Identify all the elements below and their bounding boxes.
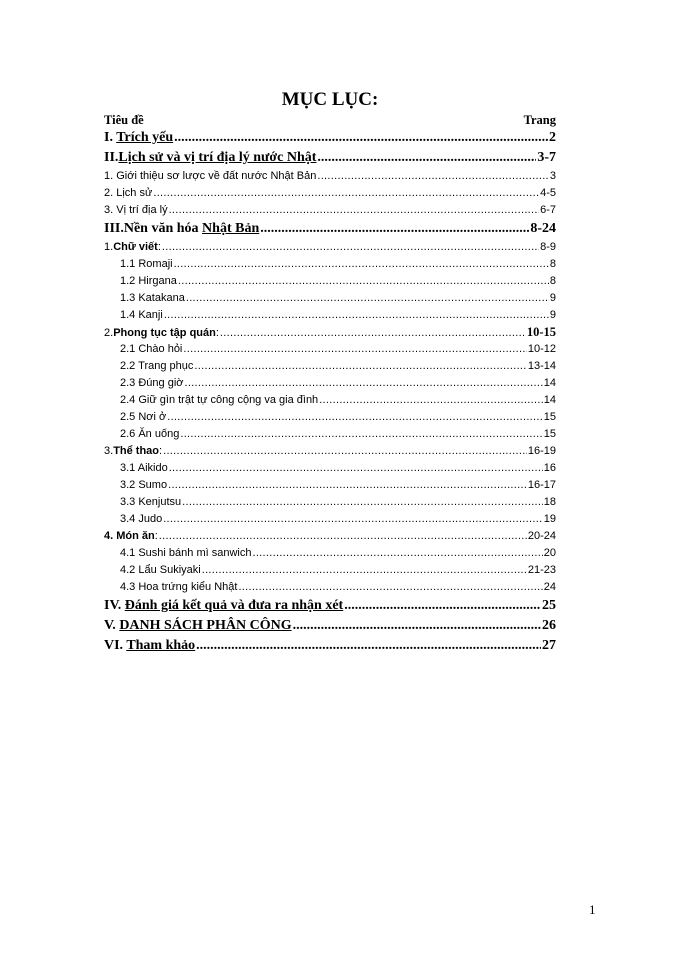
leader-dots (163, 443, 527, 460)
toc-entry-suffix: : (159, 445, 163, 457)
toc-entry-label: 2.1 Chào hỏi (120, 343, 183, 355)
leader-dots (202, 562, 527, 579)
toc-entry-suffix: : (157, 241, 161, 253)
toc-entry-page: 27 (542, 638, 556, 653)
leader-dots (174, 256, 549, 273)
toc-entry-title: Đánh giá kết quả và đưa ra nhận xét (124, 598, 344, 613)
toc-entry-number: IV. (104, 598, 125, 613)
toc-entry-greeting[interactable] (104, 341, 556, 358)
leader-dots (163, 511, 543, 528)
toc-entry-title: Phong tục tập quán (113, 327, 216, 339)
toc-entry-judo[interactable] (104, 511, 556, 528)
toc-entry-page: 20-24 (527, 530, 556, 542)
toc-entry-romaji[interactable] (104, 256, 556, 273)
toc-entry-label: 3.4 Judo (120, 513, 163, 525)
toc-entry-title-underlined: Nhật Bản (202, 221, 260, 236)
toc-entry-page: 8-9 (540, 241, 556, 253)
leader-dots (169, 460, 543, 477)
toc-entry-label: 2.4 Giữ gìn trật tự công cộng va gia đình (120, 394, 319, 406)
leader-dots (319, 392, 543, 409)
toc-entry-label: 2.5 Nơi ở (120, 411, 167, 423)
toc-entry-culture[interactable] (104, 219, 556, 239)
toc-entry-number: III. (104, 221, 124, 236)
toc-entry-references[interactable] (104, 636, 556, 656)
toc-entry-page: 16-17 (527, 479, 556, 491)
column-header-title: Tiêu đề (104, 113, 144, 127)
toc-entry-label: 2.6 Ăn uống (120, 428, 180, 440)
page-number: 1 (589, 902, 596, 917)
toc-entry-page: 18 (543, 496, 556, 508)
column-header-page: Trang (523, 113, 556, 127)
leader-dots (252, 545, 542, 562)
toc-entry-number: VI. (104, 638, 127, 653)
toc-entry-sumo[interactable] (104, 477, 556, 494)
toc-entry-page: 10-15 (526, 325, 556, 339)
leader-dots (317, 148, 536, 168)
toc-entry-label: 1.2 Hirgana (120, 275, 177, 287)
toc-entry-punctuality[interactable] (104, 375, 556, 392)
leader-dots (184, 375, 542, 392)
toc-entry-page: 3-7 (537, 150, 556, 165)
toc-entry-title: Lịch sử và vị trí địa lý nước Nhật (118, 150, 317, 165)
toc-entry-suffix: : (154, 530, 158, 542)
toc-entry-label (104, 596, 343, 616)
toc-entry-sports[interactable] (104, 443, 556, 460)
toc-entry-dining[interactable] (104, 426, 556, 443)
toc-entry-page: 24 (543, 581, 556, 593)
toc-entry-label (104, 219, 259, 239)
toc-entry-title: DANH SÁCH PHÂN CÔNG (119, 618, 292, 633)
leader-dots (194, 358, 526, 375)
toc-entry-geography[interactable] (104, 202, 556, 219)
toc-entry-kanji[interactable] (104, 307, 556, 324)
toc-entry-sushi[interactable] (104, 545, 556, 562)
toc-entry-label: 4.3 Hoa trứng kiểu Nhật (120, 581, 238, 593)
toc-entry-page: 4-5 (540, 187, 556, 199)
toc-entry-page: 10-12 (527, 343, 556, 355)
toc-entry-evaluation[interactable] (104, 596, 556, 616)
toc-entry-page: 16-19 (527, 445, 556, 457)
toc-entry-label (104, 636, 195, 656)
leader-dots (169, 202, 540, 219)
leader-dots (167, 409, 543, 426)
toc-entry-abstract[interactable] (104, 128, 556, 148)
toc-entry-page: 15 (543, 428, 556, 440)
toc-entry-writing[interactable] (104, 239, 556, 256)
toc-entry-page: 13-14 (527, 360, 556, 372)
toc-entry-label (104, 325, 219, 342)
toc-entry-page: 21-23 (527, 564, 556, 576)
leader-dots (159, 528, 527, 545)
toc-entry-number: 3. (104, 445, 114, 457)
toc-entry-label (104, 528, 158, 545)
toc-entry-label: 3.2 Sumo (120, 479, 168, 491)
toc-entry-title: Món ăn (116, 530, 155, 542)
toc-entry-hiragana[interactable] (104, 273, 556, 290)
toc-entry-number: 2. (104, 327, 114, 339)
toc-entry-page: 9 (549, 309, 556, 321)
toc-entry-kenjutsu[interactable] (104, 494, 556, 511)
toc-entry-number: 1. (104, 241, 114, 253)
leader-dots (180, 426, 542, 443)
leader-dots (317, 168, 549, 185)
page-title: MỤC LỤC: (281, 89, 379, 110)
toc-entry-page: 20 (543, 547, 556, 559)
toc-entry-label: 1.3 Katakana (120, 292, 185, 304)
toc-entry-number: I. (104, 130, 117, 145)
toc-entry-costume[interactable] (104, 358, 556, 375)
toc-entry-label: 4.2 Lẩu Sukiyaki (120, 564, 201, 576)
leader-dots (164, 307, 549, 324)
toc-entry-suffix: : (215, 327, 219, 339)
toc-entry-page: 16 (543, 462, 556, 474)
toc-entry-food[interactable] (104, 528, 556, 545)
toc-entry-history-detail[interactable] (104, 185, 556, 202)
toc-entry-housing[interactable] (104, 409, 556, 426)
toc-entry-label (104, 128, 173, 148)
toc-entry-label: 3.1 Aikido (120, 462, 168, 474)
toc-entry-label: 2.3 Đúng giờ (120, 377, 184, 389)
toc-entry-label: 2.2 Trang phục (120, 360, 194, 372)
toc-entry-intro[interactable] (104, 168, 556, 185)
toc-entry-page: 8 (549, 275, 556, 287)
toc-entry-label: 1. Giới thiệu sơ lược về đất nước Nhật Bản (104, 170, 317, 182)
toc-entry-page: 15 (543, 411, 556, 423)
toc-entry-aikido[interactable] (104, 460, 556, 477)
toc-entry-title: Thể thao (113, 445, 160, 457)
toc-entry-label: 3.3 Kenjutsu (120, 496, 182, 508)
toc-entry-sukiyaki[interactable] (104, 562, 556, 579)
column-headers (104, 112, 556, 128)
leader-dots (182, 494, 543, 511)
toc-entry-label: 3. Vị trí địa lý (104, 204, 168, 216)
leader-dots (344, 596, 541, 616)
toc-entry-history[interactable] (104, 148, 556, 168)
toc-entry-number: II. (104, 150, 119, 165)
toc-entry-title: Tham khảo (126, 638, 196, 653)
toc-entry-page: 14 (543, 394, 556, 406)
toc-entry-page: 3 (549, 170, 556, 182)
leader-dots (220, 325, 526, 342)
toc-entry-customs[interactable] (104, 324, 556, 341)
toc-entry-number: V. (104, 618, 120, 633)
toc-entry-title: Nền văn hóa (123, 221, 199, 236)
toc-entry-number: 4. (104, 530, 117, 542)
toc-entry-assignments[interactable] (104, 616, 556, 636)
toc-entry-page: 8 (549, 258, 556, 270)
toc-entry-title: Chữ viết (113, 241, 158, 253)
toc-entry-label (104, 616, 292, 636)
toc-entry-page: 9 (549, 292, 556, 304)
toc-entry-label: 1.4 Kanji (120, 309, 163, 321)
toc-entry-page: 25 (542, 598, 556, 613)
toc-entry-label (104, 239, 161, 256)
leader-dots (196, 636, 541, 656)
leader-dots (183, 341, 526, 358)
toc-entry-page: 8-24 (530, 221, 556, 236)
leader-dots (238, 579, 542, 596)
toc-entry-egg-flower[interactable] (104, 579, 556, 596)
toc-entry-label: 4.1 Sushi bánh mì sanwich (120, 547, 252, 559)
leader-dots (186, 290, 549, 307)
toc-entry-page: 14 (543, 377, 556, 389)
toc-entry-label: 1.1 Romaji (120, 258, 173, 270)
toc-entry-katakana[interactable] (104, 290, 556, 307)
toc-entry-page: 19 (543, 513, 556, 525)
table-of-contents (104, 88, 556, 656)
toc-entry-label: 2. Lịch sử (104, 187, 153, 199)
leader-dots (174, 128, 548, 148)
toc-entry-page: 2 (549, 130, 556, 145)
leader-dots (168, 477, 527, 494)
toc-entry-public-order[interactable] (104, 392, 556, 409)
leader-dots (153, 185, 539, 202)
leader-dots (260, 219, 529, 239)
leader-dots (178, 273, 549, 290)
toc-entry-label (104, 443, 162, 460)
toc-entry-page: 6-7 (540, 204, 556, 216)
toc-entry-title: Trích yếu (116, 130, 174, 145)
toc-entry-page: 26 (542, 618, 556, 633)
leader-dots (293, 616, 541, 636)
toc-entry-label (104, 148, 316, 168)
leader-dots (162, 239, 539, 256)
